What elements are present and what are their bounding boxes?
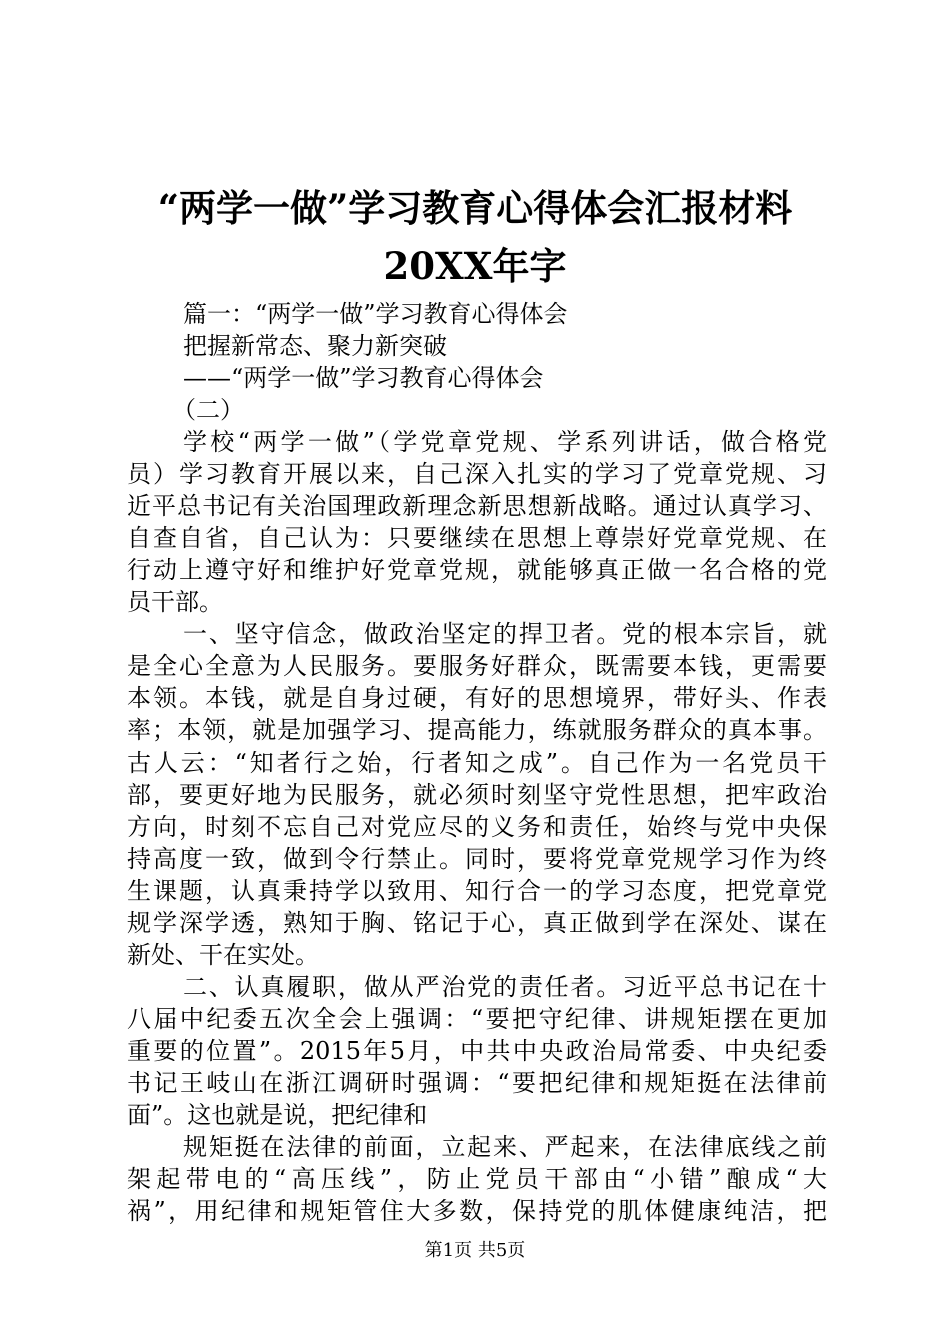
body-text-line: 古人云：“知者行之始，行者知之成”。自己作为一名党员干 xyxy=(127,749,827,777)
body-text-line: 员干部。 xyxy=(127,588,223,616)
body-text-line: 是全心全意为人民服务。要服务好群众，既需要本钱，更需要 xyxy=(127,652,827,680)
body-text-line: 生课题，认真秉持学以致用、知行合一的学习态度，把党章党 xyxy=(127,877,827,905)
body-text-line: 一、坚守信念，做政治坚定的捍卫者。党的根本宗旨，就 xyxy=(183,620,827,648)
body-text-line: 率；本领，就是加强学习、提高能力，练就服务群众的真本事。 xyxy=(127,716,827,744)
body-text-line: 方向，时刻不忘自己对党应尽的义务和责任，始终与党中央保 xyxy=(127,813,827,841)
body-text-line: 重要的位置”。2015年5月，中共中央政治局常委、中央纪委 xyxy=(127,1037,827,1065)
body-text-line: 部，要更好地为民服务，就必须时刻坚守党性思想，把牢政治 xyxy=(127,781,827,809)
body-text-line: 本领。本钱，就是自身过硬，有好的思想境界，带好头、作表 xyxy=(127,684,827,712)
body-text-line: 规矩挺在法律的前面，立起来、严起来，在法律底线之前 xyxy=(183,1133,827,1161)
document-title-line-1: “两学一做”学习教育心得体会汇报材料 xyxy=(157,186,793,230)
body-text-line: 架起带电的“高压线”，防止党员干部由“小错”酿成“大 xyxy=(127,1165,827,1193)
body-text-line: 员）学习教育开展以来，自己深入扎实的学习了党章党规、习 xyxy=(127,460,827,488)
body-text-line: 持高度一致，做到令行禁止。同时，要将党章党规学习作为终 xyxy=(127,845,827,873)
subtitle-dash-line: ——“两学一做”学习教育心得体会 xyxy=(183,364,544,392)
body-text-line: 近平总书记有关治国理政新理念新思想新战略。通过认真学习、 xyxy=(127,492,827,520)
body-text-line: 面”。这也就是说，把纪律和 xyxy=(127,1101,428,1129)
body-text-line: 规学深学透，熟知于胸、铭记于心，真正做到学在深处、谋在 xyxy=(127,909,827,937)
page-footer: 第1页 共5页 xyxy=(424,1240,526,1261)
body-text-line: 祸”，用纪律和规矩管住大多数，保持党的肌体健康纯洁，把 xyxy=(127,1197,827,1225)
document-title-line-2: 20XX年字 xyxy=(383,244,567,288)
body-text-line: 学校“两学一做”（学党章党规、学系列讲话，做合格党 xyxy=(183,428,827,456)
body-text-line: 书记王岐山在浙江调研时强调：“要把纪律和规矩挺在法律前 xyxy=(127,1069,827,1097)
body-text-line: 八届中纪委五次全会上强调：“要把守纪律、讲规矩摆在更加 xyxy=(127,1005,827,1033)
subtitle: 把握新常态、聚力新突破 xyxy=(183,332,447,360)
body-text-line: 自查自省，自己认为：只要继续在思想上尊崇好党章党规、在 xyxy=(127,524,827,552)
subtitle-part-number: （二） xyxy=(172,396,244,424)
body-text-line: 二、认真履职，做从严治党的责任者。习近平总书记在十 xyxy=(183,973,827,1001)
section-heading: 篇一：“两学一做”学习教育心得体会 xyxy=(183,300,568,328)
body-text-line: 新处、干在实处。 xyxy=(127,941,319,969)
body-text-line: 行动上遵守好和维护好党章党规，就能够真正做一名合格的党 xyxy=(127,556,827,584)
